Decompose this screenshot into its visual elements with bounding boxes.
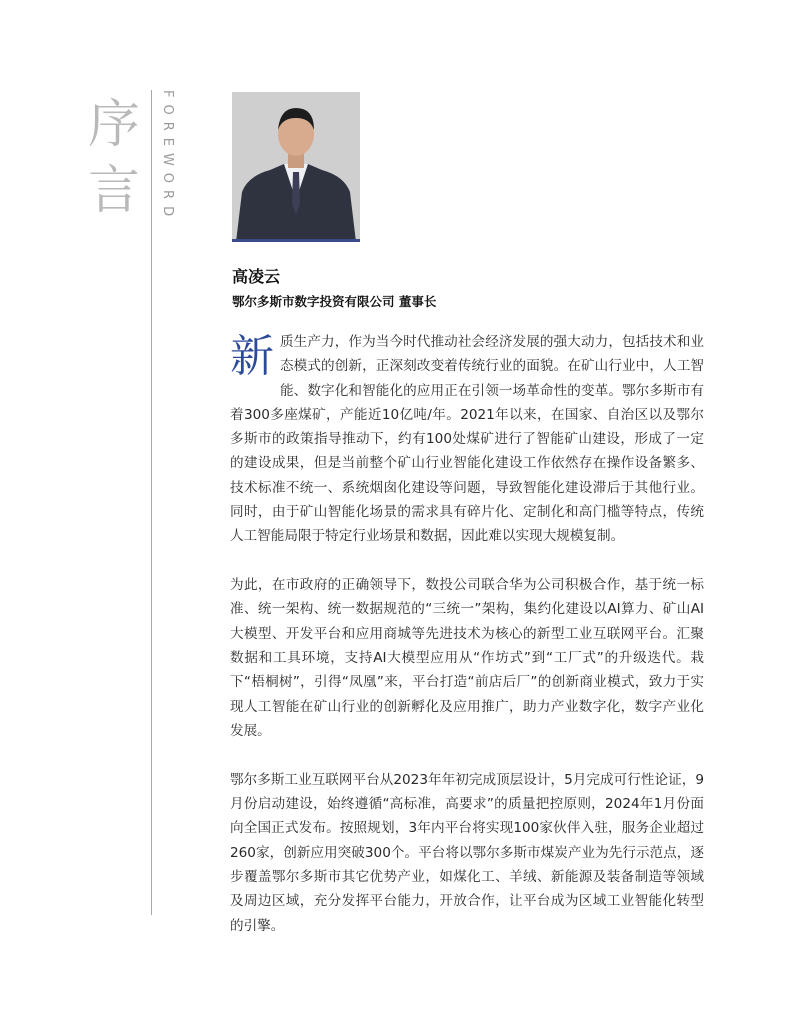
- paragraph-3: 鄂尔多斯工业互联网平台从2023年年初完成顶层设计，5月完成可行性论证，9月份启动建设，始终遵循“高标准，高要求”的质量把控原则，2024年1月份面向全国正式发布。按照规划，3年内平台将实现100家伙伴入驻，服务企业超过260家，创新应用突破300个。平台将以鄂尔多斯市煤炭产业为先行示范点，逐步覆盖鄂尔多斯市其它优势产业，如煤化工、羊绒、新能源及装备制造等领域及周边区域，充分发挥平台能力，开放合作，让平台成为区域工业智能化转型的引擎。: [230, 771, 704, 934]
- author-position: 鄂尔多斯市数字投资有限公司 董事长: [232, 294, 437, 309]
- drop-cap: 新: [230, 331, 274, 382]
- vertical-divider: [151, 90, 152, 915]
- paragraph-1-text: 质生产力，作为当今时代推动社会经济发展的强大动力，包括技术和业态模式的创新，正深刻改变着传统行业的面貌。在矿山行业中，人工智能、数字化和智能化的应用正在引领一场革命性的变革。鄂尔多斯市有着300多座煤矿，产能近10亿吨/年。2021年以来，在国家、自治区以及鄂尔多斯市的政策指导推动下，约有100处煤矿进行了智能矿山建设，形成了一定的建设成果，但是当前整个矿山行业智能化建设工作依然存在操作设备繁多、技术标准不统一、系统烟囱化建设等问题，导致智能化建设滞后于其他行业。同时，由于矿山智能化场景的需求具有碎片化、定制化和高门槛等特点，传统人工智能局限于特定行业场景和数据，因此难以实现大规模复制。: [230, 334, 704, 545]
- section-title: [88, 92, 148, 224]
- paragraph-2: 为此，在市政府的正确领导下，数投公司联合华为公司积极合作，基于统一标准、统一架构、统一数据规范的“三统一”架构，集约化建设以AI算力、矿山AI大模型、开发平台和应用商城等先进技术为核心的新型工业互联网平台。汇聚数据和工具环境，支持AI大模型应用从“作坊式”到“工厂式”的升级迭代。栽下“梧桐树”，引得“凤凰”来，平台打造“前店后厂”的创新商业模式，致力于实现人工智能在矿山行业的创新孵化及应用推广，助力产业数字化，数字产业化发展。: [230, 577, 704, 739]
- author-name: 高凌云: [232, 267, 281, 286]
- foreword-body: [230, 330, 704, 962]
- author-portrait: [232, 92, 360, 242]
- paragraph-1: [230, 330, 704, 549]
- section-title-char-1: 序: [88, 95, 141, 155]
- section-subtitle: FOREWORD: [160, 90, 175, 224]
- section-title-char-2: 言: [88, 161, 141, 221]
